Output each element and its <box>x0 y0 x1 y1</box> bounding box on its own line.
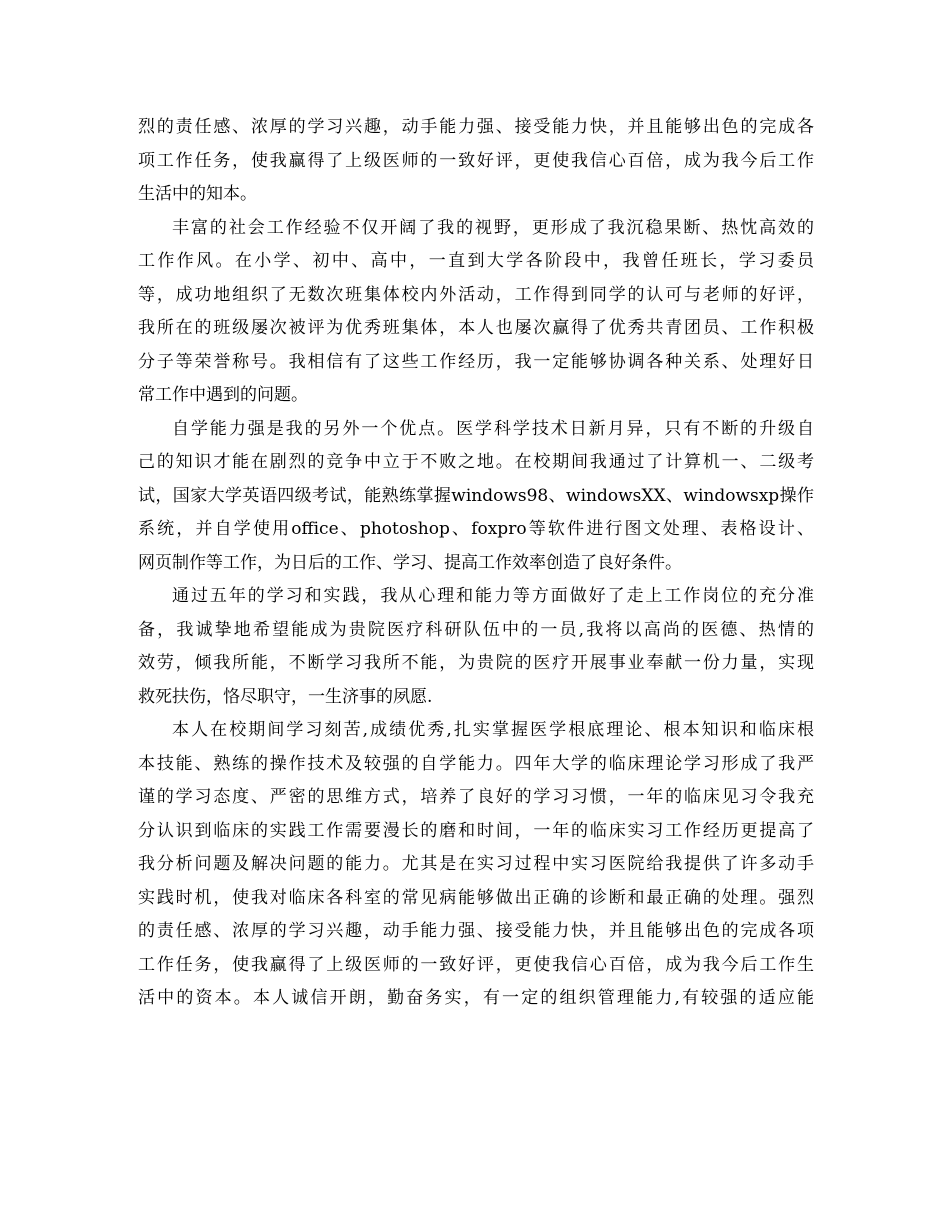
text-line: 实践时机，使我对临床各科室的常见病能够做出正确的诊断和最正确的处理。强烈 <box>138 887 814 908</box>
text-line: 网页制作等工作，为日后的工作、学习、提高工作效率创造了良好条件。 <box>138 552 682 573</box>
text-line: 救死扶伤，恪尽职守，一生济事的夙愿. <box>138 686 433 707</box>
text-line: 生活中的知本。 <box>138 184 257 204</box>
text-line: 活中的资本。本人诚信开朗，勤奋务实，有一定的组织管理能力,有较强的适应能 <box>138 988 814 1008</box>
text-line: 分子等荣誉称号。我相信有了这些工作经历，我一定能够协调各种关系、处理好日 <box>138 351 814 372</box>
text-line: 备，我诚挚地希望能成为贵院医疗科研队伍中的一员,我将以高尚的医德、热情的 <box>138 619 814 640</box>
text-line: 系统，并自学使用office、photoshop、foxpro等软件进行图文处理、表格设计、 <box>138 519 814 539</box>
text-line: 丰富的社会工作经验不仅开阔了我的视野，更形成了我沉稳果断、热忱高效的 <box>172 217 814 238</box>
document-body <box>138 111 814 1016</box>
text-line: 己的知识才能在剧烈的竞争中立于不败之地。在校期间我通过了计算机一、二级考 <box>138 452 814 472</box>
text-line: 试，国家大学英语四级考试，能熟练掌握windows98、windowsXX、windowsxp操作 <box>138 485 814 506</box>
text-line: 等，成功地组织了无数次班集体校内外活动，工作得到同学的认可与老师的好评， <box>138 284 814 305</box>
text-line: 我分析问题及解决问题的能力。尤其是在实习过程中实习医院给我提供了许多动手 <box>138 854 814 874</box>
text-line: 效劳，倾我所能，不断学习我所不能，为贵院的医疗开展事业奉献一份力量，实现 <box>138 653 814 673</box>
text-line: 通过五年的学习和实践，我从心理和能力等方面做好了走上工作岗位的充分准 <box>172 586 814 606</box>
text-line: 本人在校期间学习刻苦,成绩优秀,扎实掌握医学根底理论、根本知识和临床根 <box>172 720 814 740</box>
text-line: 项工作任务，使我赢得了上级医师的一致好评，更使我信心百倍，成为我今后工作 <box>138 150 814 171</box>
text-line: 工作作风。在小学、初中、高中，一直到大学各阶段中，我曾任班长，学习委员 <box>138 251 814 271</box>
text-line: 分认识到临床的实践工作需要漫长的磨和时间，一年的临床实习工作经历更提高了 <box>138 820 814 841</box>
text-line: 烈的责任感、浓厚的学习兴趣，动手能力强、接受能力快，并且能够出色的完成各 <box>138 117 814 137</box>
text-line: 谨的学习态度、严密的思维方式，培养了良好的学习习惯，一年的临床见习令我充 <box>138 787 814 807</box>
text-line: 我所在的班级屡次被评为优秀班集体，本人也屡次赢得了优秀共青团员、工作积极 <box>138 318 814 338</box>
text-line: 本技能、熟练的操作技术及较强的自学能力。四年大学的临床理论学习形成了我严 <box>138 753 814 774</box>
text-line: 自学能力强是我的另外一个优点。医学科学技术日新月异，只有不断的升级自 <box>172 418 814 439</box>
text-line: 工作任务，使我赢得了上级医师的一致好评，更使我信心百倍，成为我今后工作生 <box>138 954 814 975</box>
text-line: 的责任感、浓厚的学习兴趣，动手能力强、接受能力快，并且能够出色的完成各项 <box>138 921 814 941</box>
text-line: 常工作中遇到的问题。 <box>138 385 308 405</box>
